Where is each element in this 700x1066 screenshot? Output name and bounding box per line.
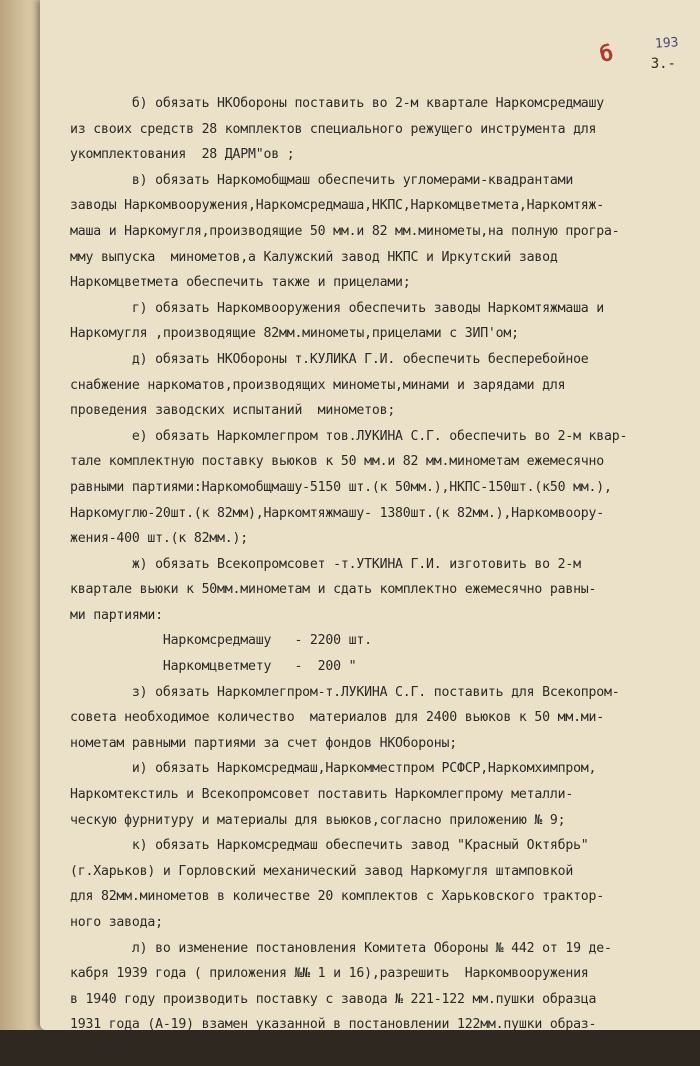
text-line: г) обязать Наркомвооружения обеспечить заводы Наркомтяжмаша и [70,300,605,316]
text-line: Наркомтекстиль и Всекопромсовет поставить Наркомлегпрому металли- [70,787,574,803]
text-line: в) обязать Наркомобщмаш обеспечить угломерами-квадрантами [70,172,574,188]
text-line: снабжение наркоматов,производящих минометы,минами и зарядами для [70,377,566,393]
text-line: Наркомцветмета обеспечить также и прицелами; [70,275,411,291]
text-line: к) обязать Наркомсредмаш обеспечить завод "Красный Октябрь" [70,838,589,854]
text-line: 1931 года (А-19) взамен указанной в постановлении 122мм.пушки образ- [70,1017,597,1033]
text-line: ного завода; [70,915,163,930]
archive-number: 193 [654,35,679,52]
page-number: 3.- [650,56,676,72]
text-line: квартале вьюки к 50мм.минометам и сдать комплектно ежемесячно равны- [70,582,597,598]
text-line: в 1940 году производить поставку с завода № 221-122 мм.пушки образца [70,991,597,1007]
text-line: укомплектования 28 ДАРМ"ов ; [70,147,295,163]
text-line: совета необходимое количество материалов для 2400 вьюков к 50 мм.ми- [70,710,605,726]
page-marks [594,32,684,82]
text-line: ми партиями: [70,607,163,623]
text-line: Наркомсредмашу - 2200 шт. [70,633,372,649]
text-line: кабря 1939 года ( приложения №№ 1 и 16),разрешить Наркомвооружения [70,966,589,982]
text-line: Наркомуглю-20шт.(к 82мм),Наркомтяжмашу- 1380шт.(к 82мм.),Наркомвоору- [70,505,605,521]
text-line: Наркомугля ,производящие 82мм.минометы,прицелами с ЗИП'ом; [70,326,519,342]
text-line: (г.Харьков) и Горловский механический завод Наркомугля штамповкой [70,863,574,879]
text-line: из своих средств 28 комплектов специального режущего инструмента для [70,121,597,137]
text-line: для 82мм.минометов в количестве 20 комплектов с Харьковского трактор- [70,889,605,905]
text-line: равными партиями:Наркомобщмашу-5150 шт.(к 50мм.),НКПС-150шт.(к50 мм.), [70,479,612,495]
text-line: л) во изменение постановления Комитета Обороны № 442 от 19 де- [70,940,612,956]
handwritten-mark: б [597,41,616,68]
text-line: Наркомцветмету - 200 " [70,659,357,675]
text-line: заводы Наркомвооружения,Наркомсредмаша,НКПС,Наркомцветмета,Наркомтяж- [70,198,605,214]
text-line: б) обязать НКОбороны поставить во 2-м квартале Наркомсредмашу [70,96,605,111]
text-line: мму выпуска минометов,а Калужский завод НКПС и Иркутский завод [70,249,558,265]
text-line: з) обязать Наркомлегпром-т.ЛУКИНА С.Г. поставить для Всекопром- [70,684,620,700]
document-body [70,91,670,1064]
text-line: тале комплектную поставку вьюков к 50 мм.и 82 мм.минометам ежемесячно [70,454,605,470]
text-line: и) обязать Наркомсредмаш,Наркомместпром РСФСР,Наркомхимпром, [70,761,597,777]
text-line: е) обязать Наркомлегпром тов.ЛУКИНА С.Г. обеспечить во 2-м квар- [70,428,628,444]
text-line: маша и Наркомугля,производящие 50 мм.и 82 мм.минометы,на полную програ- [70,223,620,239]
text-line: ж) обязать Всекопромсовет -т.УТКИНА Г.И. изготовить во 2-м [70,556,581,572]
text-line: ца 1931/37г. [70,1042,163,1058]
text-line: нометам равными партиями за счет фондов НКОбороны; [70,735,457,751]
text-line: ческую фурнитуру и материалы для вьюков,согласно приложению № 9; [70,812,566,828]
text-line: жения-400 шт.(к 82мм.); [70,531,249,547]
text-line: д) обязать НКОбороны т.КУЛИКА Г.И. обеспечить бесперебойное [70,351,589,367]
text-line: проведения заводских испытаний минометов; [70,403,396,419]
